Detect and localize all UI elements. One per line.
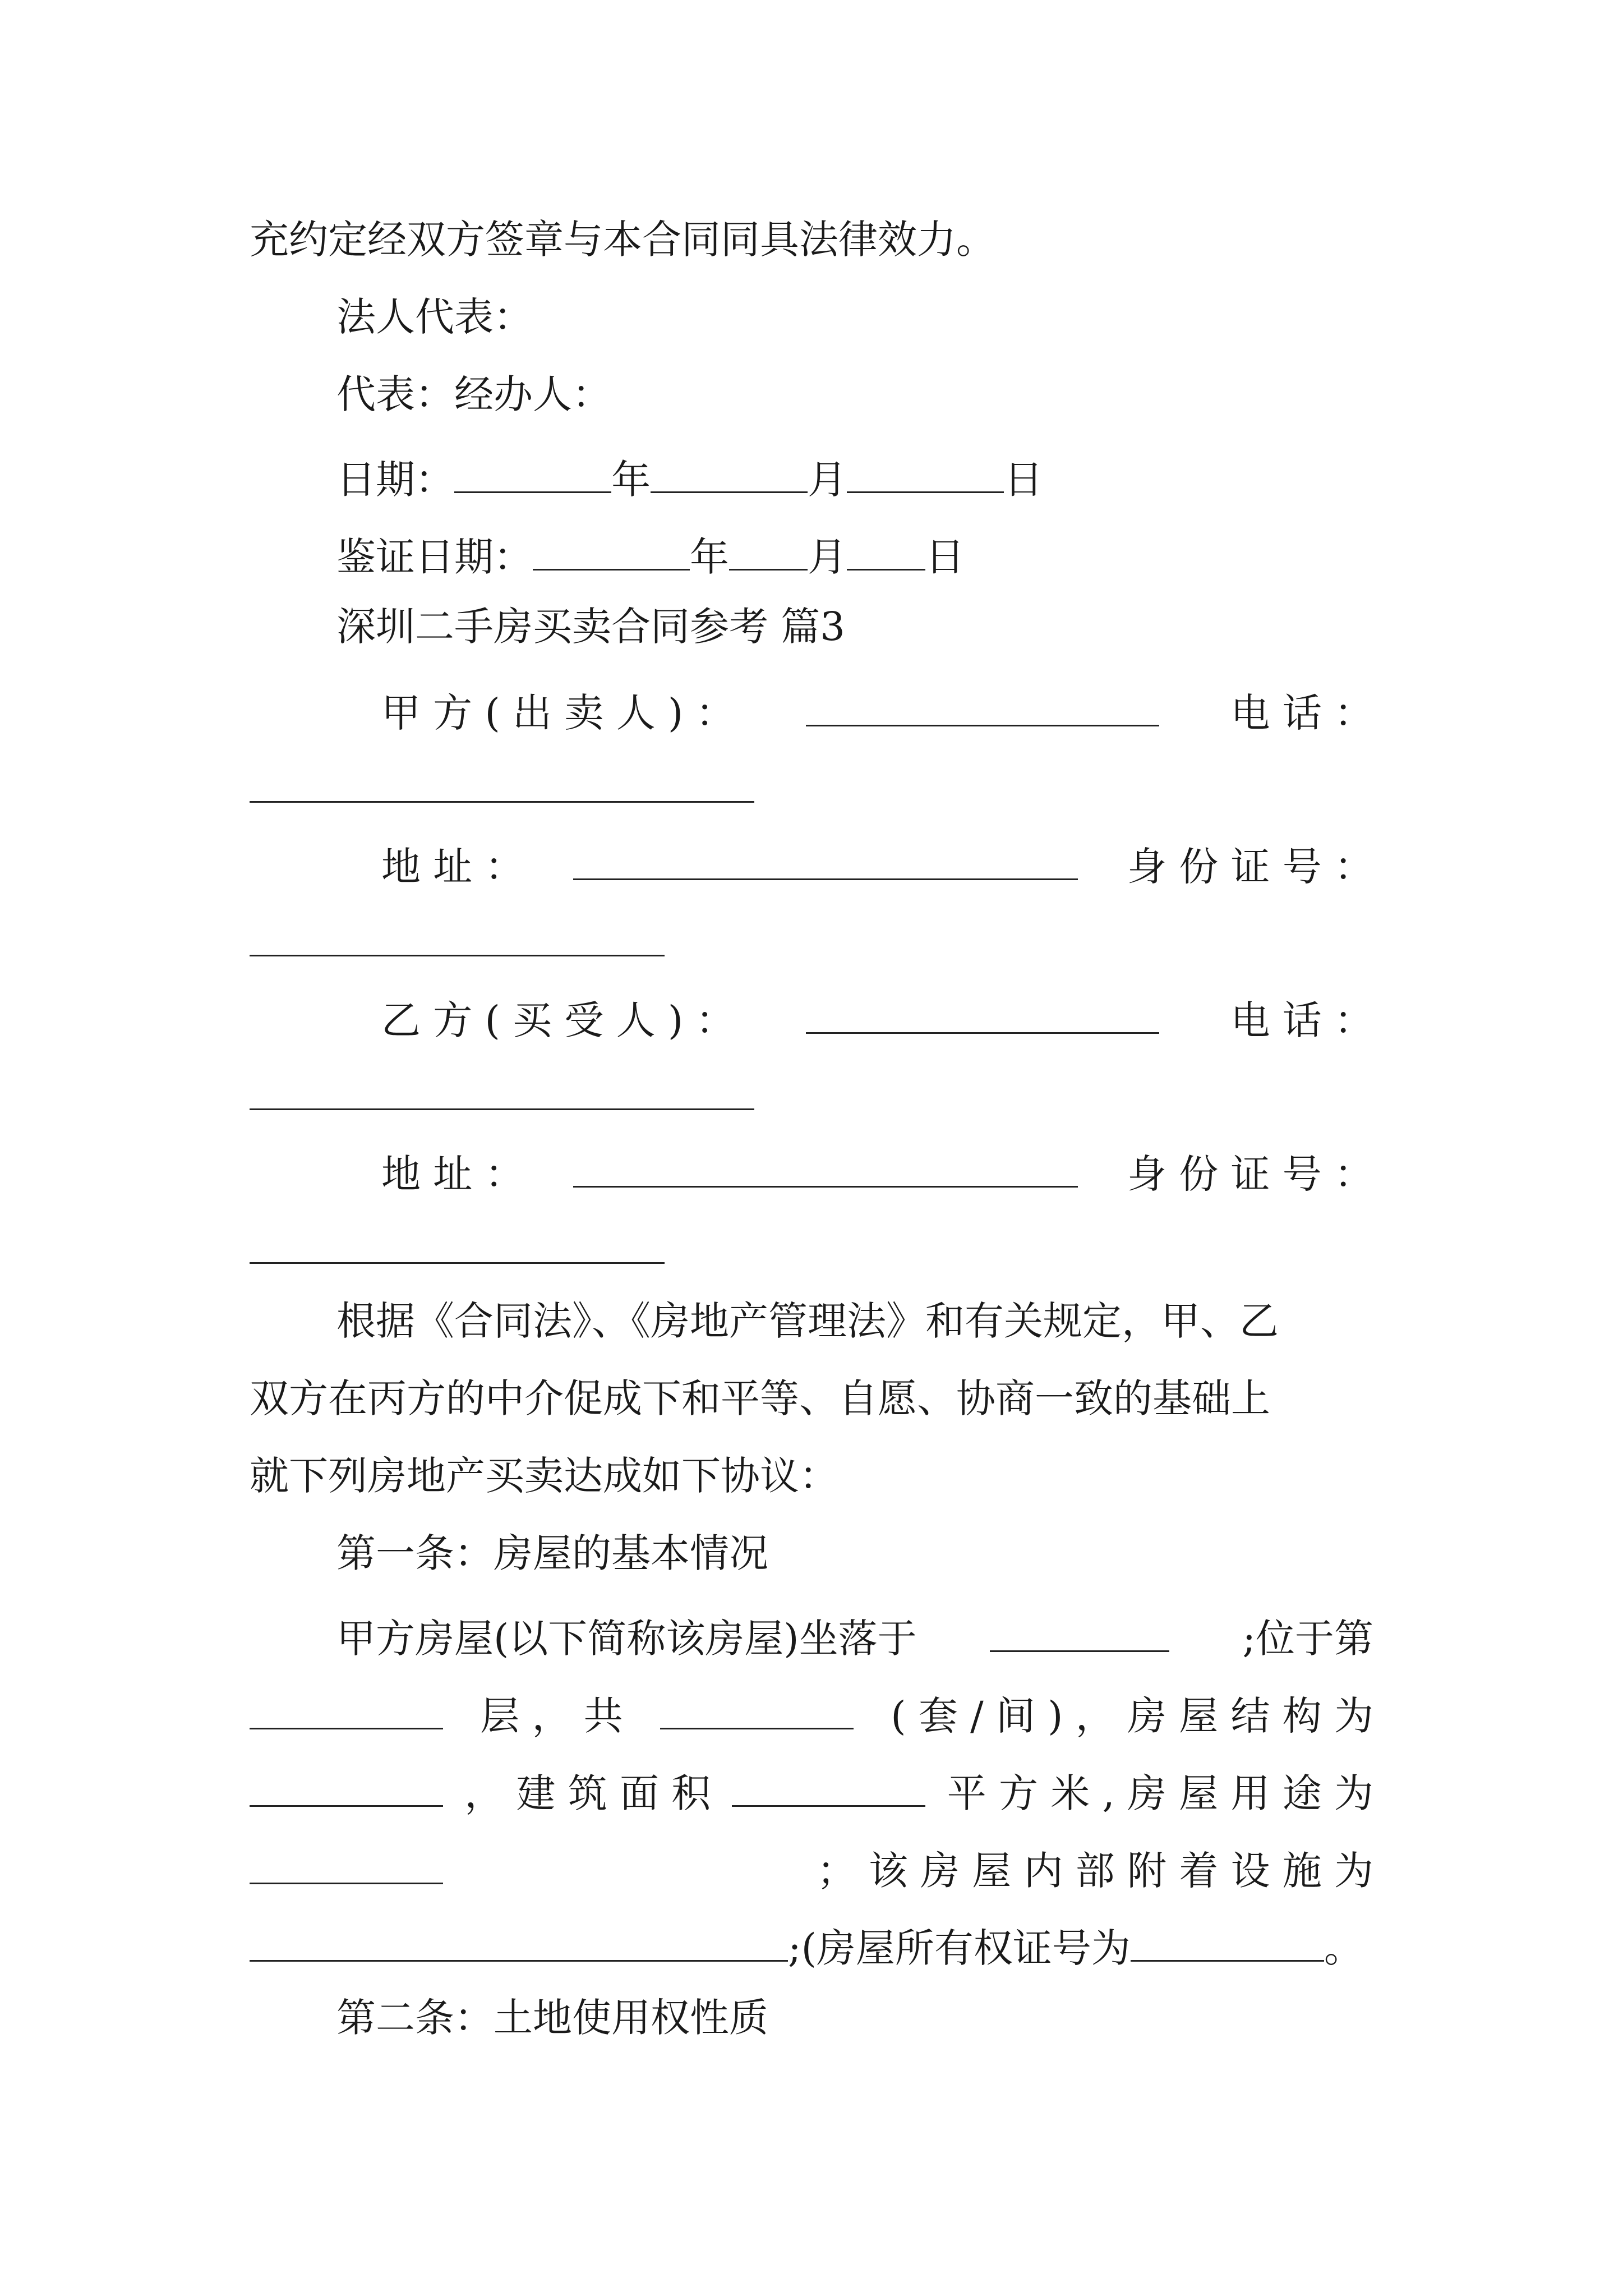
article1-text-2a: 层 ， 共	[480, 1693, 623, 1739]
date-line	[336, 452, 1043, 503]
day-blank[interactable]	[847, 452, 1004, 493]
seller-id-blank[interactable]	[250, 955, 665, 956]
usage-blank[interactable]	[250, 1843, 443, 1884]
seller-address-blank[interactable]	[573, 839, 1078, 880]
buyer-phone-label: 电 话 ：	[1230, 997, 1373, 1043]
verify-month-blank[interactable]	[729, 530, 808, 570]
verify-year-label: 年	[690, 534, 729, 580]
verify-year-blank[interactable]	[533, 530, 690, 570]
buyer-name-blank[interactable]	[806, 993, 1159, 1034]
article1-line-5	[250, 1921, 1363, 1971]
article1-line-3	[250, 1766, 1373, 1816]
article1-line-1	[336, 1611, 1373, 1662]
article1-text-3b: 平 方 米 , 房 屋 用 途 为	[947, 1770, 1373, 1816]
article1-text-5b: 。	[1324, 1925, 1363, 1971]
preamble-text-3: 就下列房地产买卖达成如下协议：	[250, 1453, 838, 1499]
buyer-id-blank[interactable]	[250, 1262, 665, 1264]
seller-id-label: 身 份 证 号 ：	[1127, 844, 1373, 890]
month-blank[interactable]	[651, 452, 808, 493]
verify-day-label: 日	[925, 534, 965, 580]
seller-address-label: 地 址 ：	[381, 844, 524, 890]
article1-line-4	[250, 1843, 1373, 1894]
article1-text-2b: ( 套 / 间 ) ， 房 屋 结 构 为	[891, 1693, 1373, 1739]
buyer-address-label: 地 址 ：	[381, 1151, 524, 1197]
legal-rep-label: 法人代表：	[336, 294, 533, 340]
structure-blank[interactable]	[250, 1766, 443, 1807]
article1-text-5a: ;(房屋所有权证号为	[788, 1925, 1131, 1971]
buyer-row	[381, 993, 1373, 1043]
intro-tail: 充约定经双方签章与本合同同具法律效力。	[250, 217, 995, 263]
section-title: 深圳二手房买卖合同参考 篇3	[336, 604, 845, 650]
seller-name-blank[interactable]	[806, 685, 1159, 726]
preamble-text-2: 双方在丙方的中介促成下和平等、自愿、协商一致的基础上	[250, 1375, 1270, 1421]
buyer-address-blank[interactable]	[573, 1147, 1078, 1188]
seller-address-row	[381, 839, 1373, 890]
month-label: 月	[808, 457, 847, 503]
article1-text-1a: 甲方房屋(以下简称该房屋)坐落于	[336, 1616, 917, 1662]
article2-title: 第二条：土地使用权性质	[336, 1995, 768, 2041]
verify-date-line	[336, 530, 965, 580]
preamble-line-2	[250, 1375, 1373, 1421]
seller-phone-blank[interactable]	[250, 801, 754, 803]
buyer-phone-blank[interactable]	[250, 1108, 754, 1110]
buyer-address-row	[381, 1147, 1373, 1197]
year-label: 年	[611, 457, 651, 503]
agent-label: 代表：经办人：	[336, 371, 611, 417]
article1-text-1b: ;位于第	[1242, 1616, 1373, 1662]
buyer-label: 乙 方 ( 买 受 人 ) ：	[381, 997, 735, 1043]
article1-text-3a: ， 建 筑 面 积	[464, 1770, 711, 1816]
verify-day-blank[interactable]	[847, 530, 925, 570]
article1-line-2	[250, 1688, 1373, 1739]
day-label: 日	[1004, 457, 1043, 503]
facilities-blank[interactable]	[250, 1921, 788, 1962]
article1-title: 第一条：房屋的基本情况	[336, 1530, 768, 1576]
unit-count-blank[interactable]	[660, 1688, 854, 1729]
verify-date-label: 鉴证日期：	[336, 534, 533, 580]
location-blank[interactable]	[990, 1611, 1169, 1652]
year-blank[interactable]	[454, 452, 611, 493]
preamble-line-1	[336, 1298, 1373, 1344]
buyer-id-label: 身 份 证 号 ：	[1127, 1151, 1373, 1197]
seller-phone-label: 电 话 ：	[1230, 690, 1373, 736]
seller-label: 甲 方 ( 出 卖 人 ) ：	[381, 690, 735, 736]
certificate-no-blank[interactable]	[1131, 1921, 1324, 1962]
seller-row	[381, 685, 1373, 736]
article1-text-4: ； 该 房 屋 内 部 附 着 设 施 为	[817, 1848, 1373, 1894]
date-label: 日期：	[336, 457, 454, 503]
area-blank[interactable]	[732, 1766, 925, 1807]
floor-blank[interactable]	[250, 1688, 443, 1729]
preamble-text-1: 根据《合同法》、《房地产管理法》和有关规定，甲、乙	[336, 1298, 1279, 1344]
verify-month-label: 月	[808, 534, 847, 580]
